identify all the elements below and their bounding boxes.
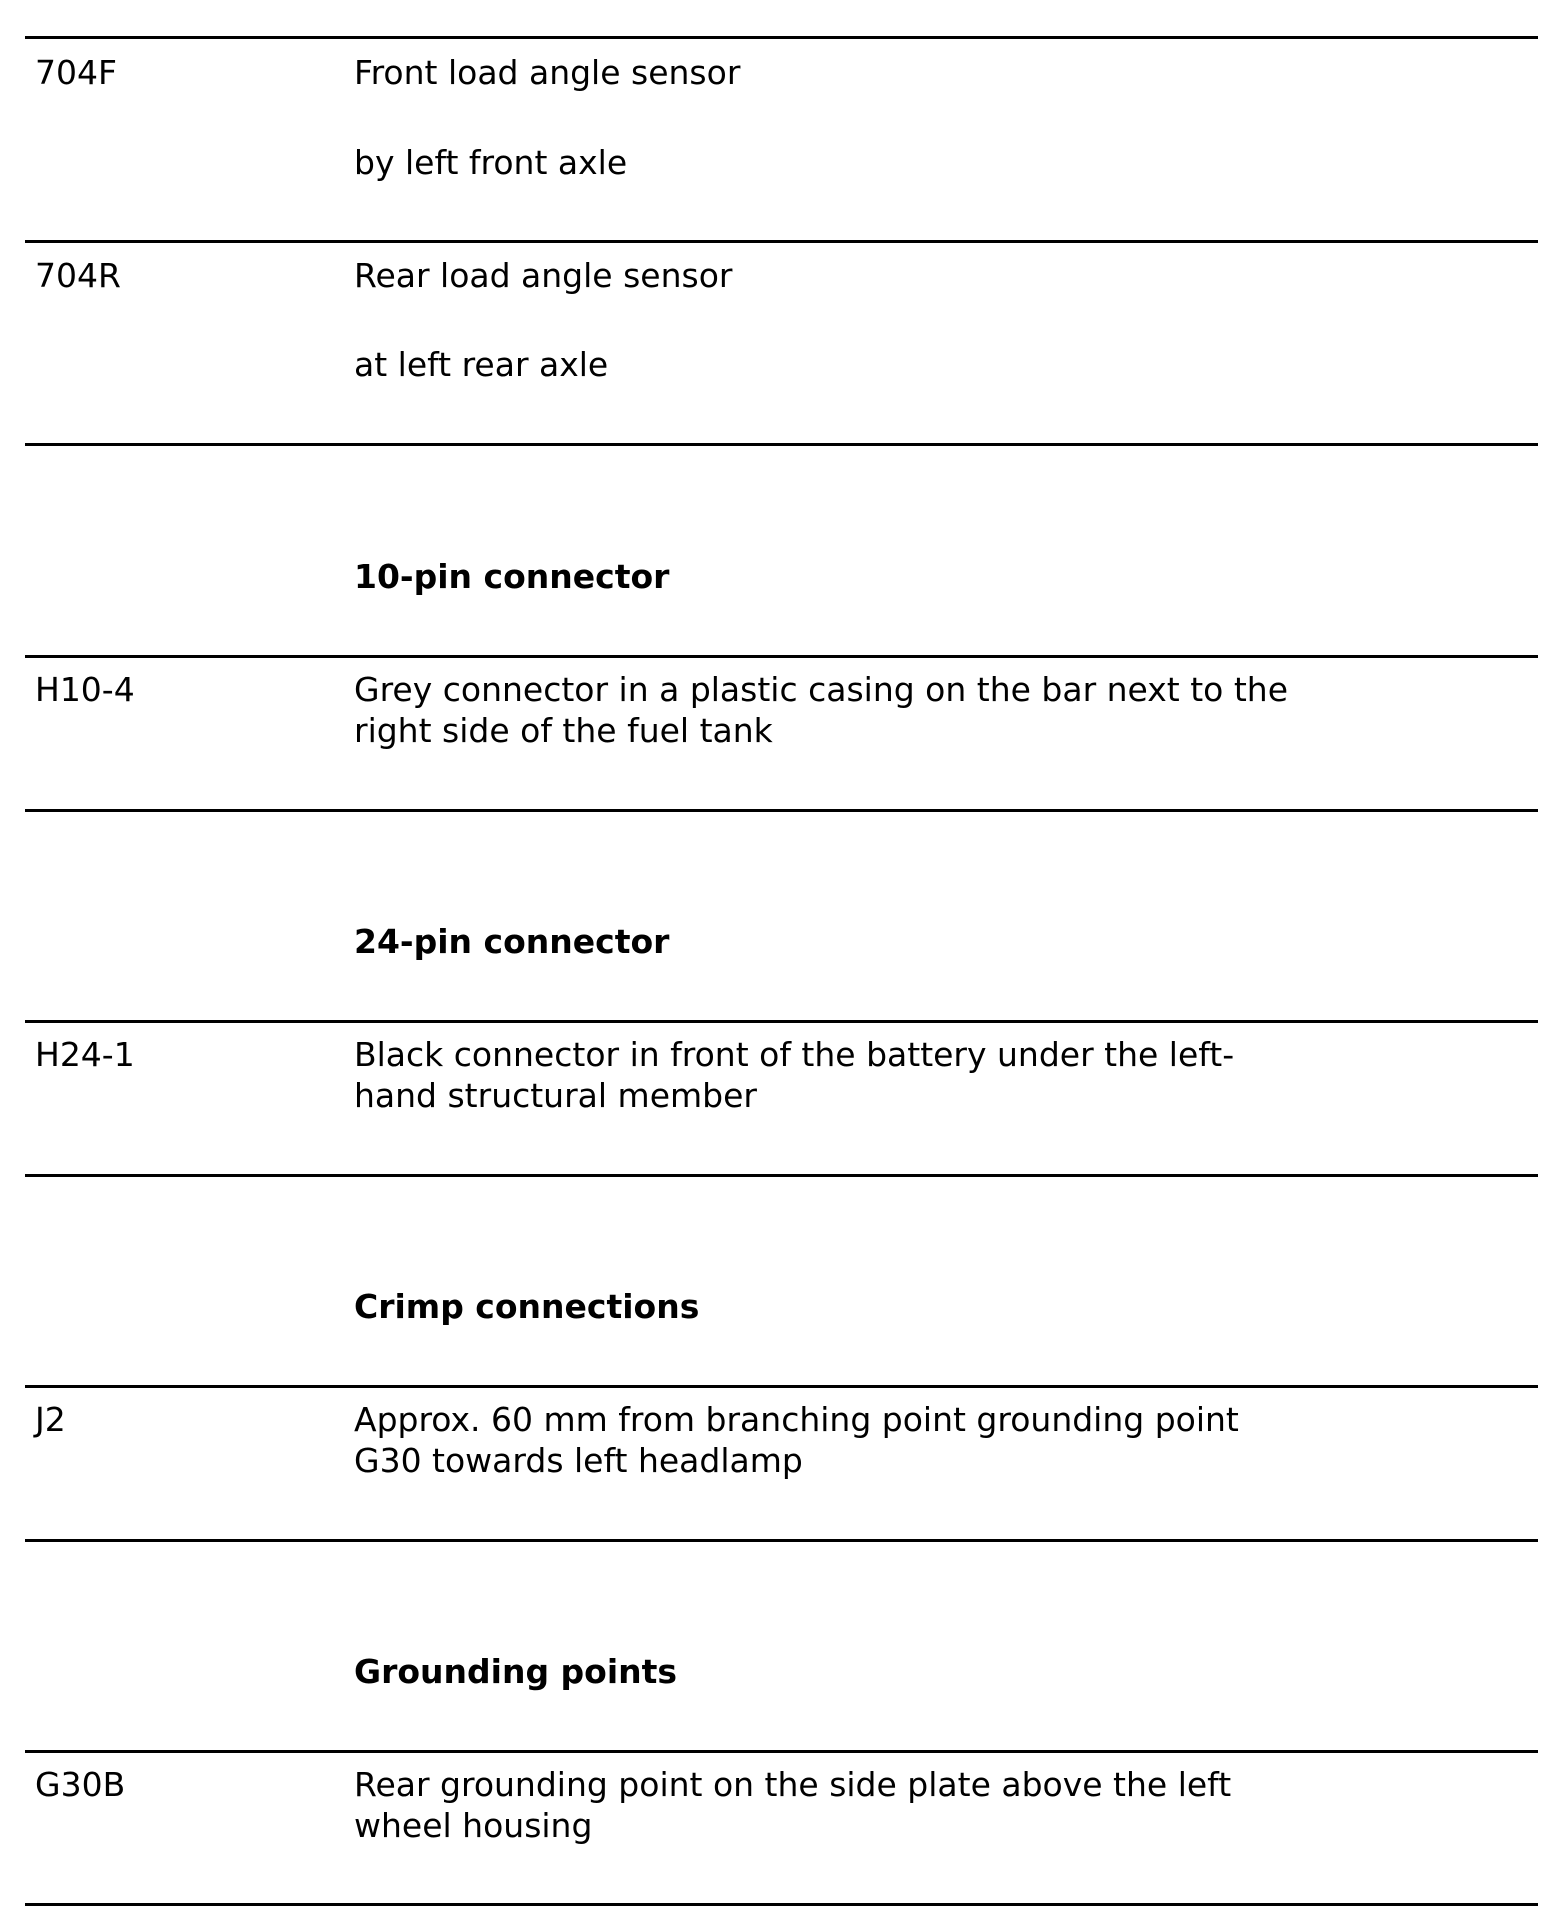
component-description: Front load angle sensor: [354, 53, 741, 92]
component-location: by left front axle: [354, 143, 628, 182]
component-description: Black connector in front of the battery under the left-: [354, 1035, 1235, 1074]
component-description: right side of the fuel tank: [354, 711, 773, 750]
component-description: Rear grounding point on the side plate above the left: [354, 1765, 1232, 1804]
section-heading: Grounding points: [354, 1652, 678, 1691]
component-location: at left rear axle: [354, 345, 609, 384]
component-code: G30B: [35, 1765, 126, 1804]
section-heading: 10-pin connector: [354, 557, 670, 596]
component-description: G30 towards left headlamp: [354, 1441, 803, 1480]
table-divider: [25, 443, 1538, 446]
table-divider: [25, 1750, 1538, 1753]
component-description: hand structural member: [354, 1076, 757, 1115]
component-description: Approx. 60 mm from branching point grounding point: [354, 1400, 1239, 1439]
component-code: H24-1: [35, 1035, 135, 1074]
section-heading: 24-pin connector: [354, 922, 670, 961]
component-code: 704R: [35, 256, 121, 295]
section-heading: Crimp connections: [354, 1287, 700, 1326]
table-divider: [25, 240, 1538, 243]
component-description: Rear load angle sensor: [354, 256, 733, 295]
component-code: 704F: [35, 53, 117, 92]
table-divider: [25, 1174, 1538, 1177]
component-description: Grey connector in a plastic casing on the bar next to the: [354, 670, 1289, 709]
table-divider: [25, 1903, 1538, 1906]
component-description: wheel housing: [354, 1806, 593, 1845]
component-code: H10-4: [35, 670, 135, 709]
table-divider: [25, 1539, 1538, 1542]
table-divider: [25, 36, 1538, 39]
table-divider: [25, 655, 1538, 658]
table-divider: [25, 1385, 1538, 1388]
table-divider: [25, 809, 1538, 812]
component-code: J2: [35, 1400, 66, 1439]
table-divider: [25, 1020, 1538, 1023]
